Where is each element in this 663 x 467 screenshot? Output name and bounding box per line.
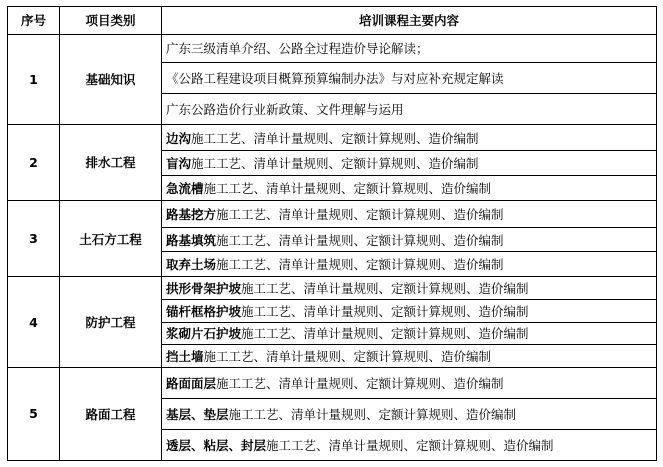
content-bold-label: 急流槽 <box>166 181 204 197</box>
content-bold-label: 路基填筑 <box>166 232 217 248</box>
content-cell <box>162 200 657 227</box>
content-cell <box>162 93 657 124</box>
table-row <box>8 124 657 151</box>
content-text: 广东三级清单介绍、公路全过程造价导论解读； <box>166 41 429 57</box>
content-cell <box>162 322 657 345</box>
content-text: 施工工艺、清单计量规则、定额计算规则、造价编制 <box>216 206 504 222</box>
content-cell <box>162 398 657 429</box>
category-cell: 土石方工程 <box>60 200 162 276</box>
table-row <box>8 34 657 62</box>
table-row <box>8 200 657 227</box>
content-text: 施工工艺、清单计量规则、定额计算规则、造价编制 <box>191 156 479 172</box>
serial-number-cell: 2 <box>8 124 60 200</box>
serial-number-cell: 3 <box>8 200 60 276</box>
content-cell <box>162 227 657 252</box>
category-cell: 防护工程 <box>60 277 162 368</box>
category-cell: 排水工程 <box>60 124 162 200</box>
serial-number-cell: 1 <box>8 34 60 124</box>
table-row <box>8 367 657 398</box>
content-bold-label: 挡土墙 <box>166 349 204 365</box>
header-project-category: 项目类别 <box>60 7 162 35</box>
content-text: 广东公路造价行业新政策、文件理解与运用 <box>166 101 404 117</box>
content-text: 施工工艺、清单计量规则、定额计算规则、造价编制 <box>241 281 529 297</box>
content-cell <box>162 299 657 322</box>
content-bold-label: 锚杆框格护坡 <box>166 303 242 319</box>
content-cell <box>162 252 657 277</box>
header-serial-number: 序号 <box>8 7 60 35</box>
content-text: 施工工艺、清单计量规则、定额计算规则、造价编制 <box>228 406 517 422</box>
content-cell <box>162 62 657 93</box>
content-text: 施工工艺、清单计量规则、定额计算规则、造价编制 <box>241 303 529 319</box>
content-text: 施工工艺、清单计量规则、定额计算规则、造价编制 <box>216 232 504 248</box>
content-bold-label: 边沟 <box>166 130 192 146</box>
content-cell <box>162 34 657 62</box>
category-cell: 路面工程 <box>60 367 162 460</box>
serial-number-cell: 5 <box>8 367 60 460</box>
content-text: 施工工艺、清单计量规则、定额计算规则、造价编制 <box>216 257 504 273</box>
content-bold-label: 取弃土场 <box>166 257 217 273</box>
content-text: 施工工艺、清单计量规则、定额计算规则、造价编制 <box>241 326 529 342</box>
content-cell <box>162 429 657 460</box>
content-bold-label: 路基挖方 <box>166 206 217 222</box>
category-cell: 基础知识 <box>60 34 162 124</box>
content-text: 施工工艺、清单计量规则、定额计算规则、造价编制 <box>203 181 492 197</box>
content-text: 施工工艺、清单计量规则、定额计算规则、造价编制 <box>216 375 504 391</box>
content-text: 施工工艺、清单计量规则、定额计算规则、造价编制 <box>266 437 554 453</box>
content-text: 《公路工程建设项目概算预算编制办法》与对应补充规定解读 <box>166 70 504 86</box>
content-cell <box>162 176 657 201</box>
content-bold-label: 透层、粘层、封层 <box>166 437 267 453</box>
content-text: 施工工艺、清单计量规则、定额计算规则、造价编制 <box>203 349 492 365</box>
content-bold-label: 浆砌片石护坡 <box>166 326 242 342</box>
content-cell <box>162 151 657 176</box>
content-text: 施工工艺、清单计量规则、定额计算规则、造价编制 <box>191 130 479 146</box>
training-course-table <box>7 6 657 461</box>
content-cell <box>162 367 657 398</box>
header-course-content: 培训课程主要内容 <box>162 7 657 35</box>
content-bold-label: 盲沟 <box>166 156 192 172</box>
content-cell <box>162 277 657 300</box>
content-bold-label: 拱形骨架护坡 <box>166 281 242 297</box>
serial-number-cell: 4 <box>8 277 60 368</box>
table-row <box>8 277 657 300</box>
content-bold-label: 基层、垫层 <box>166 406 229 422</box>
content-cell <box>162 124 657 151</box>
content-cell <box>162 345 657 368</box>
content-bold-label: 路面面层 <box>166 375 217 391</box>
header-row <box>8 7 657 35</box>
